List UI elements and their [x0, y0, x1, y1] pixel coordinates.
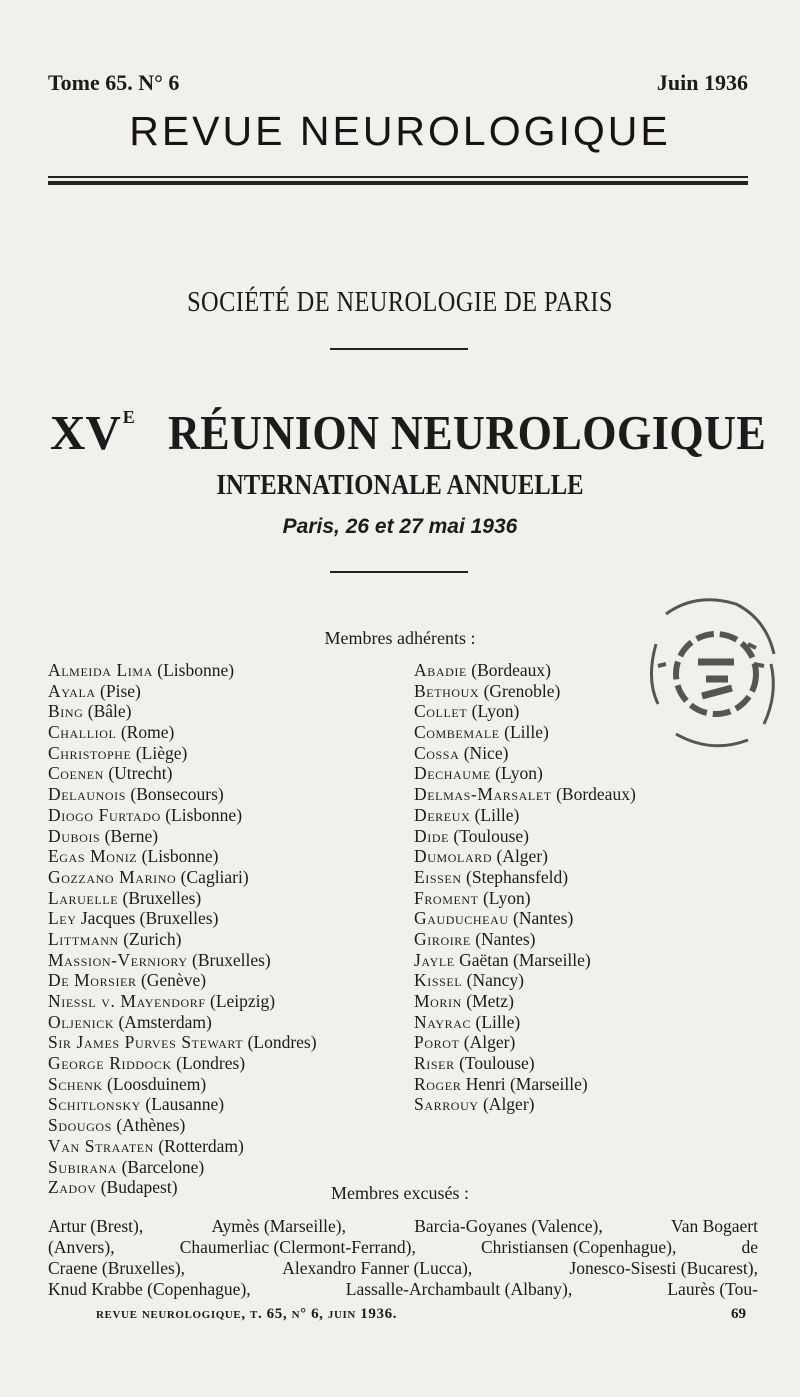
member-name: Dubois [48, 825, 101, 846]
member-entry [48, 722, 317, 743]
member-entry [414, 805, 636, 826]
member-city: (Bruxelles) [122, 887, 202, 908]
member-entry [414, 888, 636, 909]
member-entry [48, 929, 317, 950]
member-entry [48, 763, 317, 784]
member-name: Almeida Lima [48, 660, 153, 680]
excused-entry: Chaumerliac (Clermont-Ferrand), [179, 1237, 416, 1257]
member-city: (Lille) [474, 804, 520, 825]
member-name: George Riddock [48, 1053, 172, 1074]
member-entry [48, 1032, 317, 1053]
member-name: Riser [414, 1053, 455, 1074]
member-name: Eissen [414, 866, 462, 887]
member-city: (Lyon) [495, 763, 543, 784]
member-entry [414, 1012, 636, 1033]
member-entry [48, 1115, 317, 1136]
member-entry [414, 1094, 636, 1115]
excused-entry: Lassalle-Archambault (Albany), [345, 1279, 573, 1299]
member-name: Abadie [414, 660, 467, 680]
member-name: Delmas-Marsalet [414, 784, 552, 805]
members-list-left [48, 660, 317, 1198]
excused-entry: Alexandro Fanner (Lucca), [282, 1258, 473, 1278]
member-entry [48, 1053, 317, 1074]
member-city: (Leipzig) [210, 991, 276, 1011]
member-name: Egas Moniz [48, 846, 138, 867]
member-entry [48, 1012, 317, 1033]
excused-line [48, 1216, 758, 1237]
member-city: (Nice) [463, 742, 509, 763]
member-city: (Rotterdam) [158, 1135, 244, 1156]
member-entry [414, 826, 636, 847]
member-city: (Lausanne) [145, 1094, 225, 1115]
member-name: Challiol [48, 722, 117, 743]
member-entry [414, 970, 636, 991]
member-entry [414, 1032, 636, 1053]
member-entry [48, 681, 317, 702]
member-name: Christophe [48, 742, 132, 763]
member-entry [414, 1074, 636, 1095]
header-rule-top [48, 176, 748, 178]
member-entry [48, 867, 317, 888]
excused-heading: Membres excusés : [331, 1183, 469, 1203]
member-name: Porot [414, 1032, 460, 1053]
member-name: Giroire [414, 928, 471, 949]
excused-line [48, 1279, 758, 1300]
member-name: Gozzano Marino [48, 866, 177, 887]
member-name: Ayala [48, 680, 96, 701]
member-city: (Toulouse) [453, 825, 529, 846]
member-name: Schenk [48, 1073, 103, 1094]
member-city: (Budapest) [100, 1177, 178, 1198]
member-city: (Lyon) [482, 887, 531, 908]
member-entry [414, 1053, 636, 1074]
member-entry [48, 784, 317, 805]
meeting-dates: Paris, 26 et 27 mai 1936 [282, 515, 518, 538]
member-name: Morin [414, 991, 462, 1011]
member-city: (Grenoble) [483, 680, 561, 701]
member-city: (Alger) [482, 1094, 535, 1115]
member-name: Zadov [48, 1177, 97, 1198]
member-entry [48, 1157, 317, 1178]
member-name: Gauducheau [414, 908, 509, 929]
excused-entry: (Anvers), [48, 1237, 115, 1257]
member-name: De Morsier [48, 970, 137, 991]
member-city: Gaëtan (Marseille) [459, 949, 591, 970]
member-city: (Bordeaux) [471, 660, 551, 680]
library-stamp-icon [636, 584, 782, 760]
member-entry [414, 908, 636, 929]
member-city: (Alger) [463, 1032, 516, 1053]
member-city: Jacques (Bruxelles) [80, 908, 219, 929]
member-city: (Stephansfeld) [466, 866, 569, 887]
meeting-subtitle: INTERNATIONALE ANNUELLE [216, 470, 584, 501]
member-city: (Nancy) [466, 970, 524, 991]
section-divider [330, 348, 468, 350]
member-name: Sir James Purves Stewart [48, 1032, 244, 1053]
member-name: Bethoux [414, 680, 480, 701]
excused-entry: Van Bogaert [671, 1216, 758, 1236]
meeting-number: XV $^E$ [50, 405, 135, 460]
member-entry [414, 681, 636, 702]
member-entry [48, 970, 317, 991]
member-name: Bing [48, 701, 84, 722]
member-name: Van Straaten [48, 1135, 154, 1156]
member-city: (Cagliari) [180, 866, 249, 887]
member-entry [414, 991, 636, 1012]
members-list-right [414, 660, 636, 1115]
excused-entry: Craene (Bruxelles), [48, 1258, 186, 1278]
excused-entry: Artur (Brest), [48, 1216, 144, 1236]
member-entry [48, 950, 317, 971]
member-entry [48, 888, 317, 909]
member-city: (Londres) [247, 1032, 317, 1053]
member-city: (Alger) [496, 846, 548, 867]
member-entry [48, 743, 317, 764]
member-city: (Metz) [466, 991, 514, 1011]
member-city: (Berne) [104, 825, 159, 846]
member-entry [414, 722, 636, 743]
member-name: Oljenick [48, 1011, 115, 1032]
member-entry [48, 660, 317, 681]
member-city: (Lisbonne) [157, 660, 235, 680]
member-city: (Lisbonne) [165, 804, 243, 825]
header-rule-bottom [48, 181, 748, 185]
journal-title: REVUE NEUROLOGIQUE [129, 108, 671, 154]
member-city: (Barcelone) [121, 1156, 205, 1177]
member-name: Dide [414, 825, 450, 846]
member-city: (Toulouse) [459, 1053, 535, 1074]
excused-entry: Barcia-Goyanes (Valence), [414, 1216, 603, 1236]
members-heading: Membres adhérents : [324, 628, 476, 648]
page-footer [48, 1306, 746, 1328]
page-number: 69 [731, 1306, 746, 1322]
member-entry [48, 908, 317, 929]
member-name: Dereux [414, 804, 471, 825]
member-city: (Londres) [176, 1053, 246, 1074]
member-name: Laruelle [48, 887, 119, 908]
member-entry [48, 826, 317, 847]
member-entry [48, 991, 317, 1012]
member-name: Collet [414, 701, 468, 722]
excused-line [48, 1258, 758, 1279]
member-name: Dumolard [414, 846, 493, 867]
meeting-title [44, 404, 767, 470]
member-city: (Pise) [100, 680, 141, 701]
member-name: Kissel [414, 970, 463, 991]
footer-citation: revue neurologique, t. 65, n° 6, juin 1936. [96, 1306, 398, 1322]
member-name: Niessl v. Mayendorf [48, 991, 206, 1011]
excused-entry: Aymès (Marseille), [211, 1216, 346, 1236]
member-entry [48, 701, 317, 722]
excused-list [48, 1216, 758, 1300]
member-city: Henri (Marseille) [465, 1073, 588, 1094]
member-city: (Athènes) [116, 1115, 186, 1136]
society-name: SOCIÉTÉ DE NEUROLOGIE DE PARIS [187, 286, 613, 318]
member-entry [414, 763, 636, 784]
member-name: Combemale [414, 722, 500, 743]
member-entry [48, 846, 317, 867]
member-entry [414, 950, 636, 971]
member-city: (Rome) [120, 722, 175, 743]
member-name: Jayle [414, 949, 455, 970]
member-city: (Lisbonne) [141, 846, 219, 867]
member-city: (Utrecht) [108, 763, 173, 784]
member-name: Schitlonsky [48, 1094, 141, 1115]
member-entry [414, 784, 636, 805]
member-name: Littmann [48, 928, 119, 949]
excused-entry: Jonesco-Sisesti (Bucarest), [569, 1258, 758, 1278]
section-divider [330, 571, 468, 573]
member-city: (Amsterdam) [118, 1011, 212, 1032]
member-name: Delaunois [48, 784, 127, 805]
member-city: (Zurich) [123, 928, 182, 949]
volume-number: Tome 65. N° 6 [48, 70, 180, 95]
member-entry [48, 1094, 317, 1115]
member-name: Nayrac [414, 1011, 472, 1032]
member-entry [414, 701, 636, 722]
member-name: Froment [414, 887, 479, 908]
member-city: (Loosduinem) [107, 1073, 207, 1094]
member-name: Ley [48, 908, 77, 929]
member-city: (Nantes) [513, 908, 574, 929]
member-entry [48, 805, 317, 826]
excused-entry: Laurès (Tou- [667, 1279, 758, 1299]
member-city: (Lille) [504, 722, 549, 743]
member-entry [48, 1136, 317, 1157]
member-name: Sdougos [48, 1115, 112, 1136]
member-name: Subirana [48, 1156, 118, 1177]
member-name: Sarrouy [414, 1094, 479, 1115]
member-name: Roger [414, 1073, 462, 1094]
member-city: (Bonsecours) [130, 784, 224, 805]
member-entry [48, 1074, 317, 1095]
member-entry [414, 846, 636, 867]
member-entry [414, 929, 636, 950]
member-name: Dechaume [414, 763, 491, 784]
member-name: Cossa [414, 742, 460, 763]
member-entry [414, 867, 636, 888]
excused-entry: Knud Krabbe (Copenhague), [48, 1279, 251, 1299]
excused-entry: de [741, 1237, 758, 1257]
issue-date: Juin 1936 [656, 70, 748, 95]
member-city: (Lille) [475, 1011, 521, 1032]
member-name: Diogo Furtado [48, 804, 161, 825]
member-city: (Bordeaux) [556, 784, 636, 805]
member-city: (Bâle) [87, 701, 132, 722]
member-name: Coenen [48, 763, 104, 784]
member-entry [414, 743, 636, 764]
member-name: Massion-Verniory [48, 949, 188, 970]
member-city: (Liège) [135, 742, 188, 763]
meeting-title-text: RÉUNION NEUROLOGIQUE [168, 405, 767, 460]
member-city: (Nantes) [475, 928, 536, 949]
member-city: (Genève) [140, 970, 207, 991]
issue-header [48, 70, 748, 98]
excused-entry: Christiansen (Copenhague), [480, 1237, 677, 1257]
member-entry [414, 660, 636, 681]
member-city: (Lyon) [471, 701, 520, 722]
member-city: (Bruxelles) [192, 949, 271, 970]
excused-line [48, 1237, 758, 1258]
